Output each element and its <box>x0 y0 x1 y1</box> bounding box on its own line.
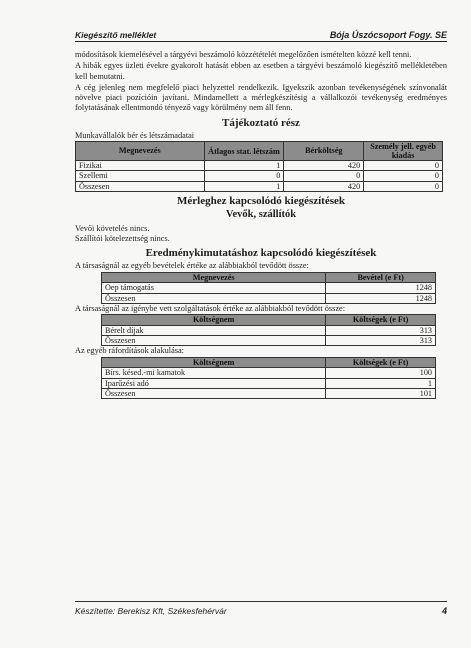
other-expenses-table <box>101 357 436 400</box>
column-header: Bevétel (e Ft) <box>326 272 436 282</box>
row-label: Oep támogatás <box>102 283 326 293</box>
row-label: Bérelt díjak <box>102 325 326 335</box>
header-organization: Bója Úszócsoport Fogy. SE <box>329 30 447 40</box>
cell-value: 420 <box>284 181 364 191</box>
cell-value: 1 <box>204 161 284 171</box>
table-header-row <box>76 142 443 161</box>
cell-value: 0 <box>284 171 364 181</box>
column-header: Megnevezés <box>102 272 326 282</box>
page-content <box>75 50 447 399</box>
page-number: 4 <box>441 606 447 616</box>
row-label: Iparűzési adó <box>102 378 326 388</box>
intro-paragraph-2: A hibák egyes üzleti évekre gyakorolt hatását ebben az esetben a tárgyévi beszámoló kiegészítő mellékletében kell bemutatni. <box>75 61 447 81</box>
cell-value: 1 <box>326 378 436 388</box>
table-row <box>76 161 443 171</box>
table-row <box>102 336 436 346</box>
row-label: Összesen <box>76 181 205 191</box>
column-header: Költségnem <box>102 315 326 325</box>
cell-value: 100 <box>326 368 436 378</box>
staff-table <box>75 141 443 192</box>
column-header: Megnevezés <box>76 142 205 161</box>
table-header-row <box>102 315 436 325</box>
table-row <box>102 293 436 303</box>
cell-value: 1248 <box>326 283 436 293</box>
footer-author: Készítette: Berekisz Kft, Székesfehérvár <box>75 606 227 616</box>
services-table <box>101 314 436 346</box>
column-header: Költségnem <box>102 357 326 367</box>
footer-rule <box>75 601 447 602</box>
cell-value: 313 <box>326 325 436 335</box>
info-section-title: Tájékoztató rész <box>222 116 300 129</box>
row-label: Összesen <box>102 388 326 398</box>
table-row <box>102 368 436 378</box>
cell-value: 1248 <box>326 293 436 303</box>
table-row <box>102 325 436 335</box>
table-header-row <box>102 272 436 282</box>
table-row <box>76 171 443 181</box>
other-income-table <box>101 272 436 304</box>
payables-note: Szállítói kötelezettség nincs. <box>75 234 170 244</box>
table-row <box>102 283 436 293</box>
header-rule <box>75 41 447 42</box>
column-header: Személy jell. egyéb kiadás <box>364 142 443 161</box>
column-header: Költségek (e Ft) <box>326 357 436 367</box>
row-label: Fizikai <box>76 161 205 171</box>
receivables-note: Vevői követelés nincs. <box>75 223 150 233</box>
info-section-subtitle: Munkavállalók bér és létszámadatai <box>75 130 195 140</box>
cell-value: 1 <box>204 181 284 191</box>
row-label: Összesen <box>102 293 326 303</box>
balance-section-subtitle: Vevők, szállítók <box>225 209 297 221</box>
header-title: Kiegészítő melléklet <box>75 30 157 40</box>
intro-paragraph-1: módosítások kiemelésével a tárgyévi beszámoló közzétételét megelőzően ismételten közzé kell tenni. <box>75 50 412 59</box>
cell-value: 0 <box>364 171 443 181</box>
row-label: Összesen <box>102 336 326 346</box>
column-header: Költségek (e Ft) <box>326 315 436 325</box>
column-header: Bérköltség <box>284 142 364 161</box>
table-header-row <box>102 357 436 367</box>
services-intro: A társaságnál az igénybe vett szolgáltatások értéke az alábbiakból tevődött össze: <box>75 303 346 313</box>
other-expenses-intro: Az egyéb ráfordítások alakulása: <box>75 346 184 356</box>
cell-value: 101 <box>326 388 436 398</box>
intro-paragraph-3: A cég jelenleg nem megfelelő piaci helyzettel rendelkezik. Igyekszik azonban tevékenységének színvonalát növelve piaci pozícióin javítani. Mindamellett a mérlegkészítésig a vállalkozói tevékenység eredményes folytatásának ellentmondó tényező vagy körülmény nem áll fenn. <box>75 82 447 113</box>
table-row <box>102 388 436 398</box>
column-header: Átlagos stat. létszám <box>204 142 284 161</box>
row-label: Szellemi <box>76 171 205 181</box>
other-income-intro: A társaságnál az egyéb bevételek értéke az alábbiakból tevődött össze: <box>75 261 309 271</box>
cell-value: 0 <box>364 181 443 191</box>
results-section-title: Eredménykimutatáshoz kapcsolódó kiegészítések <box>145 247 377 260</box>
table-row <box>102 378 436 388</box>
table-row <box>76 181 443 191</box>
cell-value: 313 <box>326 336 436 346</box>
cell-value: 420 <box>284 161 364 171</box>
cell-value: 0 <box>204 171 284 181</box>
cell-value: 0 <box>364 161 443 171</box>
balance-section-title: Mérleghez kapcsolódó kiegészítések <box>176 195 346 208</box>
row-label: Bírs. késed.-mi kamatok <box>102 368 326 378</box>
